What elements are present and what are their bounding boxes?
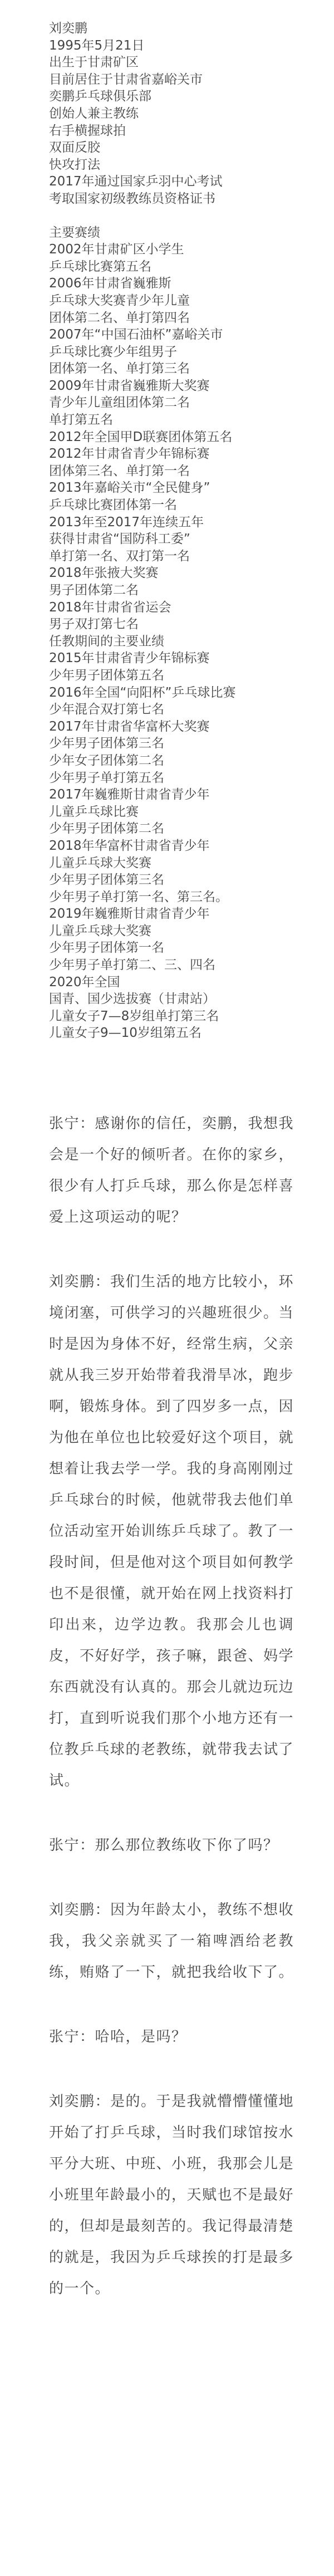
achievement-line: 2019年巍雅斯甘肃省青少年: [49, 907, 210, 922]
achievement-line: 2018年张掖大奖赛: [49, 566, 159, 581]
achievement-line: 少年女子团体第二名: [49, 753, 164, 768]
achievement-line: 2013年嘉峪关市“全民健身”: [49, 481, 210, 496]
achievement-line: 2015年甘肃省青少年锦标赛: [49, 651, 210, 666]
achievement-line: 2012年全国甲D联赛团体第五名: [49, 429, 233, 444]
dialogue-paragraph: 刘奕鹏：我们生活的地方比较小，环境闭塞，可供学习的兴趣班很少。当时是因为身体不好，经常生病，父亲就从我三岁开始带着我滑旱冰，跑步啊，锻炼身体。到了四岁多一点，因为他在单位也比较爱好这个项目，就想着让我去学一学。我的身高刚刚过乒乓球台的时候，他就带我去他们单位活动室开始训练乒乓球了。教了一段时间，但是他对这个项目如何教学也不是很懂，就开始在网上找资料打印出来，边学边教。我那会儿也调皮，不好好学，孩子嘛，跟爸、妈学东西就没有认真的。那会儿就边玩边打，直到听说我们那个小地方还有一位教乒乓球的老教练，就带我去试了试。: [49, 1274, 294, 1789]
achievement-line: 男子双打第七名: [49, 617, 139, 632]
achievement-line: 乒乓球比赛团体第一名: [49, 498, 177, 513]
interview-dialogue: [49, 1108, 294, 2338]
profile-line: 1995年5月21日: [49, 38, 145, 53]
achievement-line: 2013年至2017年连续五年: [49, 515, 204, 530]
dialogue-paragraph: 张宁：感谢你的信任，奕鹏，我想我会是一个好的倾听者。在你的家乡，很少有人打乒乓球，那么你是怎样喜爱上这项运动的呢？: [49, 1115, 294, 1226]
achievement-line: 儿童乒乓球比赛: [49, 804, 139, 819]
achievement-line: 2016年全国“向阳杯”乒乓球比赛: [49, 685, 236, 700]
achievement-line: 少年男子团体第一名: [49, 941, 164, 956]
achievement-line: 少年男子团体第二名: [49, 821, 164, 836]
achievement-line: 儿童女子7—8岁组单打第三名: [49, 1008, 219, 1023]
profile-line: 右手横握球拍: [49, 123, 126, 138]
achievement-line: 少年男子单打第五名: [49, 770, 164, 785]
achievement-line: 团体第三名、单打第一名: [49, 463, 190, 478]
achievement-line: 儿童乒乓球大奖赛: [49, 923, 151, 938]
achievement-line: 儿童乒乓球大奖赛: [49, 855, 151, 870]
achievement-line: 单打第一名、双打第一名: [49, 548, 190, 564]
achievement-line: 少年混合双打第七名: [49, 702, 164, 717]
achievement-line: 团体第二名、单打第四名: [49, 310, 190, 325]
profile-line: 快攻打法: [49, 157, 100, 172]
achievement-line: 儿童女子9—10岁组第五名: [49, 1026, 202, 1041]
profile-line: 2017年通过国家乒羽中心考试: [49, 174, 223, 189]
profile-line: 刘奕鹏: [49, 21, 87, 36]
achievement-line: 国青、国少选拔赛（甘肃站）: [49, 992, 215, 1007]
achievement-line: 少年男子团体第三名: [49, 873, 164, 888]
achievement-line: 任教期间的主要业绩: [49, 634, 164, 649]
profile-line: 目前居住于甘肃省嘉峪关市: [49, 72, 203, 87]
achievement-line: 2017年甘肃省华富杯大奖赛: [49, 719, 210, 734]
achievement-line: 乒乓球比赛少年组男子: [49, 344, 177, 359]
achievement-line: 少年男子单打第二、三、四名: [49, 958, 215, 973]
dialogue-paragraph: 刘奕鹏：是的。于是我就懵懵懂懂地开始了打乒乓球，当时我们球馆按水平分大班、中班、小班，我那会儿是小班里年龄最小的，天赋也不是最好的，但却是最刻苦的。我记得最清楚的就是，我因为乒乓球挨的打是最多的一个。: [49, 2093, 294, 2297]
dialogue-paragraph: 张宁：那么那位教练收下你了吗？: [49, 1837, 279, 1854]
achievement-line: 2012年甘肃省青少年锦标赛: [49, 447, 210, 462]
achievement-line: 2006年甘肃省巍雅斯: [49, 276, 171, 291]
dialogue-paragraph: 张宁：哈哈，是吗？: [49, 2029, 187, 2045]
achievement-line: 获得甘肃省“国防科工委”: [49, 532, 190, 547]
dialogue-paragraph: 刘奕鹏：因为年龄太小，教练不想收我，我父亲就买了一箱啤酒给老教练，贿赂了一下，就把我给收下了。: [49, 1902, 294, 1981]
achievement-line: 团体第一名、单打第三名: [49, 361, 190, 376]
achievement-line: 2007年“中国石油杯”嘉峪关市: [49, 327, 223, 342]
profile-block: [49, 20, 305, 1042]
achievement-line: 少年男子单打第一名、第三名。: [49, 889, 228, 904]
achievement-line: 青少年儿童组团体第二名: [49, 395, 190, 410]
achievement-line: 2017年巍雅斯甘肃省青少年: [49, 787, 210, 802]
achievement-line: 乒乓球比赛第五名: [49, 259, 151, 274]
profile-line: 双面反胶: [49, 140, 100, 155]
achievements-title: 主要赛绩: [49, 225, 100, 240]
achievement-line: 单打第五名: [49, 413, 113, 428]
achievement-line: 2018年华富杯甘肃省青少年: [49, 838, 210, 853]
achievement-line: 少年男子团体第三名: [49, 736, 164, 751]
profile-line: 创始人兼主教练: [49, 106, 139, 121]
profile-line: 奕鹏乒乓球俱乐部: [49, 89, 151, 104]
achievement-line: 2020年全国: [49, 974, 120, 990]
achievements-list: [49, 241, 305, 1042]
profile-line: 出生于甘肃矿区: [49, 55, 139, 70]
achievement-line: 少年男子团体第五名: [49, 668, 164, 683]
achievement-line: 男子团体第二名: [49, 583, 139, 598]
achievement-line: 2018年甘肃省省运会: [49, 600, 171, 615]
achievement-line: 2002年甘肃矿区小学生: [49, 242, 184, 257]
achievement-line: 乒乓球大奖赛青少年儿童: [49, 293, 190, 308]
achievement-line: 2009年甘肃省巍雅斯大奖赛: [49, 378, 210, 393]
profile-line: 考取国家初级教练员资格证书: [49, 191, 215, 206]
